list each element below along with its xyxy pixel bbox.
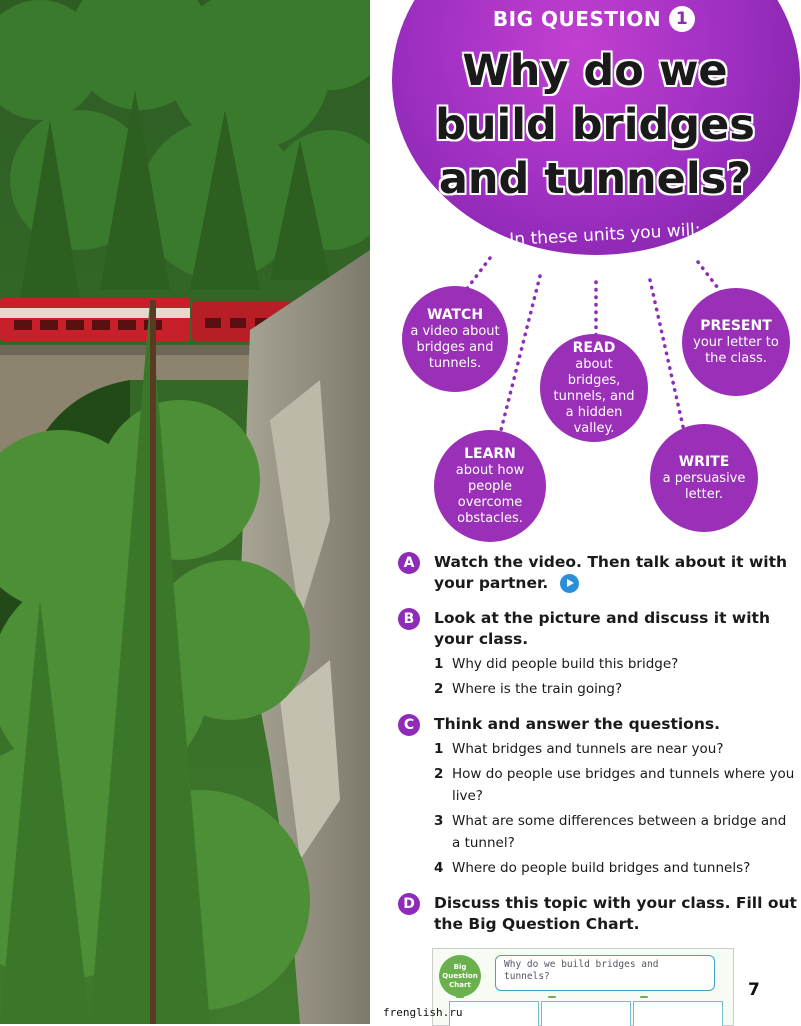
question-number: 2 — [434, 766, 444, 782]
big-question-label — [478, 6, 710, 32]
unit-learn — [434, 430, 546, 542]
activity-d-text — [434, 893, 798, 935]
unit-watch-heading: WATCH — [426, 306, 484, 323]
big-question-title: Why do we build bridges and tunnels? — [435, 46, 755, 204]
chart-column — [633, 1001, 723, 1026]
unit-write — [650, 424, 758, 532]
question-number: 3 — [434, 813, 444, 829]
unit-learn-text: about how people overcome obstacles. — [455, 462, 525, 526]
activity-a-text — [434, 552, 798, 594]
play-video-icon[interactable] — [560, 574, 579, 593]
unit-present-heading: PRESENT — [700, 317, 772, 334]
unit-learn-heading: LEARN — [464, 445, 516, 462]
chart-column — [541, 1001, 631, 1026]
activity-a — [398, 552, 798, 594]
activity-d-badge: D — [398, 893, 420, 915]
unit-watch-text: a video about bridges and tunnels. — [410, 323, 500, 371]
chart-column — [449, 1001, 539, 1026]
chart-column-tag — [640, 996, 648, 998]
chart-handwriting: Why do we build bridges and tunnels? — [495, 955, 715, 991]
question-c-1 — [434, 738, 798, 760]
activity-c — [398, 714, 798, 879]
question-number: 2 — [434, 681, 444, 697]
big-question-chart-link: Big Question Chart. — [468, 915, 640, 933]
question-c-3 — [434, 810, 798, 854]
question-c-4 — [434, 857, 798, 879]
question-text: Where do people build bridges and tunnels? — [452, 860, 751, 876]
unit-read — [540, 334, 648, 442]
activity-b — [398, 608, 798, 700]
activity-a-badge: A — [398, 552, 420, 574]
question-text: Where is the train going? — [452, 681, 623, 697]
unit-read-text: about bridges, tunnels, and a hidden valley. — [553, 356, 635, 436]
activity-b-text: Look at the picture and discuss it with your class. — [434, 609, 770, 648]
question-b-1 — [434, 653, 798, 675]
chart-badge: Big Question Chart — [439, 955, 481, 997]
unit-read-heading: READ — [572, 339, 616, 356]
unit-present-text: your letter to the class. — [693, 334, 779, 366]
chart-column-tag — [548, 996, 556, 998]
big-question-number: 1 — [669, 6, 695, 32]
question-text: How do people use bridges and tunnels where you live? — [452, 766, 795, 804]
activity-d — [398, 893, 798, 935]
big-question-text: BIG QUESTION — [492, 7, 662, 31]
unit-present — [682, 288, 790, 396]
unit-write-heading: WRITE — [678, 453, 730, 470]
question-number: 1 — [434, 741, 444, 757]
activity-b-badge: B — [398, 608, 420, 630]
chart-column-tag — [456, 996, 464, 998]
big-question-chart-thumbnail — [432, 948, 734, 1026]
page-number: 7 — [748, 980, 760, 1000]
unit-watch — [402, 286, 508, 392]
question-text: What are some differences between a bridge and a tunnel? — [452, 813, 787, 851]
watermark: frenglish.ru — [383, 1006, 463, 1019]
question-c-2 — [434, 763, 798, 807]
question-text: What bridges and tunnels are near you? — [452, 741, 724, 757]
unit-write-text: a persuasive letter. — [662, 470, 746, 502]
bridge-train-photo — [0, 0, 370, 1024]
forest-viaduct-illustration — [0, 0, 370, 1024]
question-text: Why did people build this bridge? — [452, 656, 679, 672]
question-number: 1 — [434, 656, 444, 672]
activity-a-instruction: Watch the video. Then talk about it with your partner. — [434, 553, 788, 592]
activity-c-badge: C — [398, 714, 420, 736]
question-b-2 — [434, 678, 798, 700]
activity-d-instruction: Discuss this topic with your class. Fill out the — [434, 894, 797, 933]
units-intro: In these units you will: — [508, 220, 702, 250]
activity-c-text: Think and answer the questions. — [434, 715, 720, 733]
activities-list — [398, 552, 798, 949]
question-number: 4 — [434, 860, 444, 876]
